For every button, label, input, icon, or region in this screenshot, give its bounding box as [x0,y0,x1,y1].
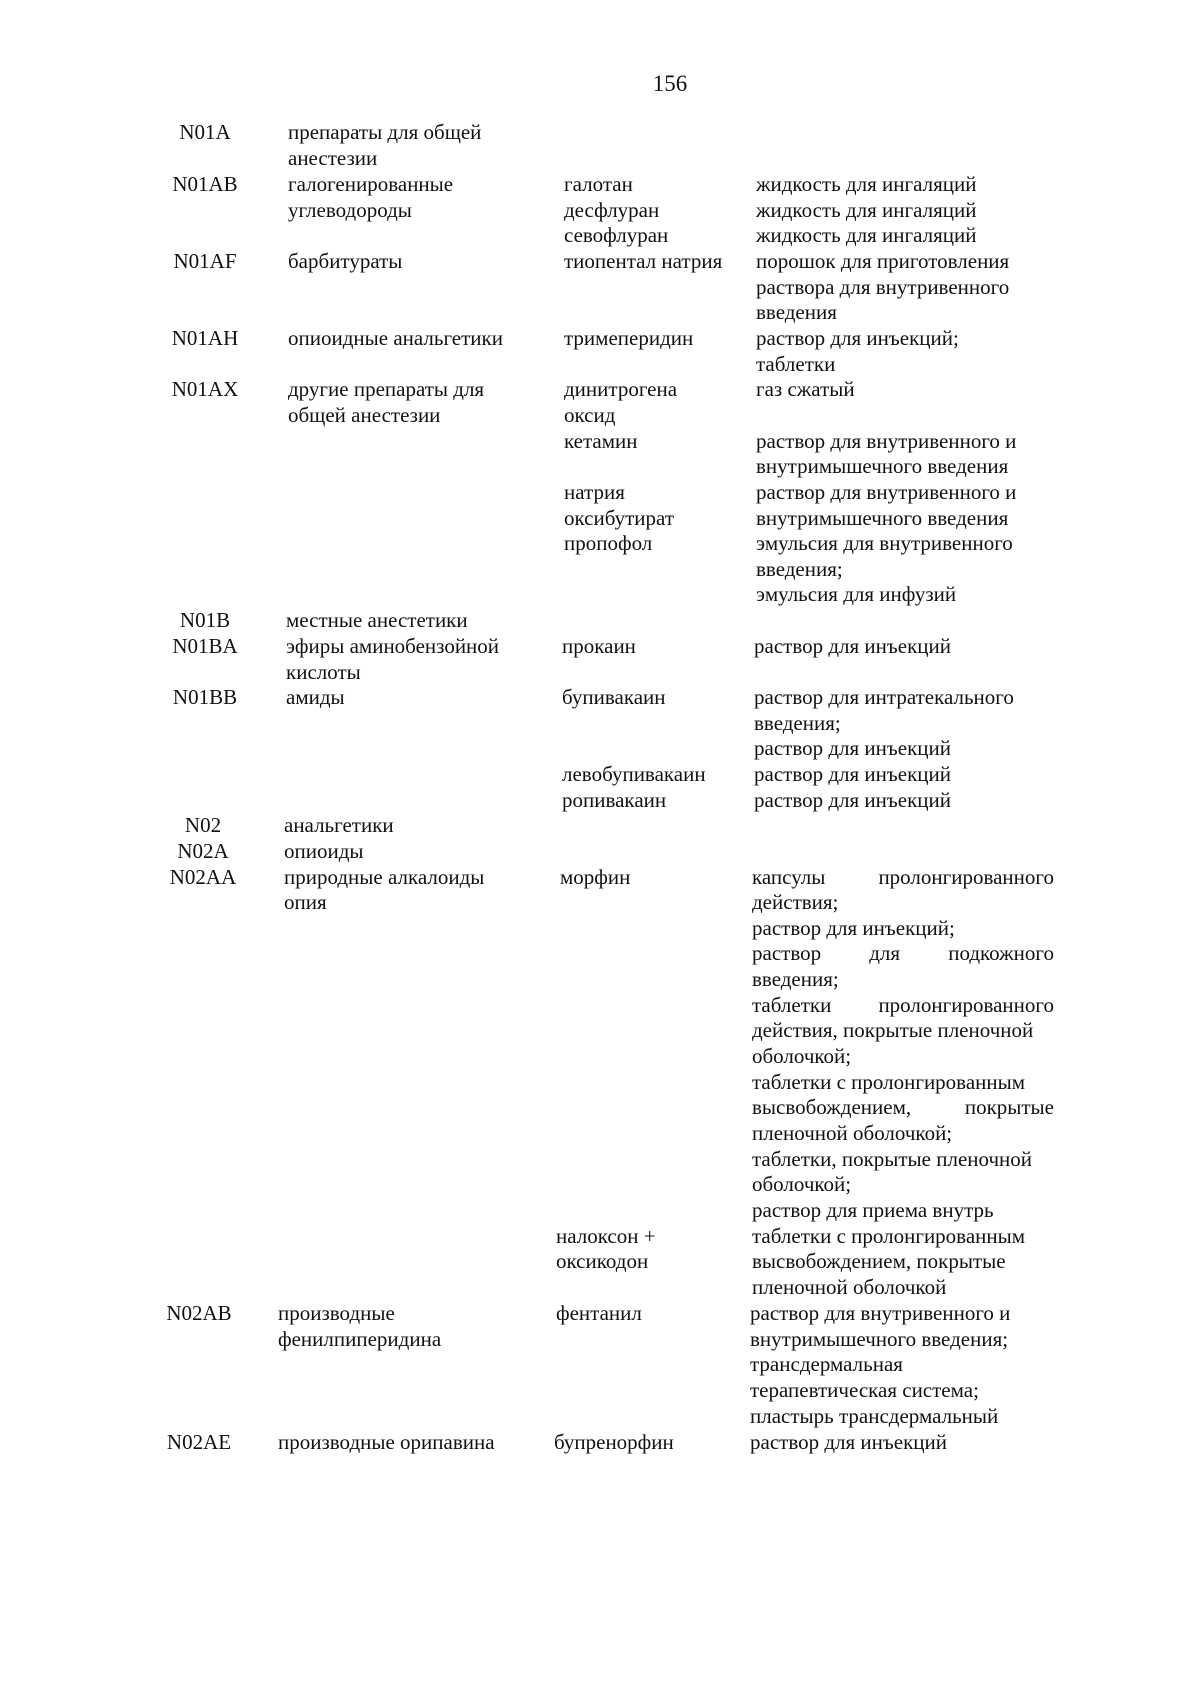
dosage-form: пластырь трансдермальный [750,1404,999,1428]
drug-name: левобупивакаин [562,762,706,786]
drug-name: галотан [564,172,633,196]
dosage-form: трансдермальная [750,1352,903,1376]
dosage-form: порошок для приготовления [756,249,1010,273]
dosage-form: внутримышечного введения [756,506,1009,530]
group-description: углеводороды [288,198,412,222]
dosage-form: раствор для внутривенного и [750,1301,1011,1325]
group-description: галогенированные [288,172,454,196]
dosage-form-word: для [869,941,901,965]
dosage-form-word: подкожного [948,941,1054,965]
dosage-form: раствор для приема внутрь [752,1198,994,1222]
drug-name: тиопентал натрия [564,249,723,273]
drug-name: налоксон + [556,1224,656,1248]
dosage-form: оболочкой; [752,1044,852,1068]
drug-name: морфин [560,865,631,889]
drug-name: прокаин [562,634,636,658]
drug-name: кетамин [564,429,638,453]
dosage-form: раствор для внутривенного и [756,480,1017,504]
dosage-form-word: высвобождением, [752,1095,912,1119]
drug-name: динитрогена [564,377,678,401]
group-description: природные алкалоиды [284,865,485,889]
dosage-form: введения; [756,557,843,581]
drug-name: севофлуран [564,223,669,247]
group-description: амиды [286,685,345,709]
drug-name: ропивакаин [562,788,667,812]
dosage-form: внутримышечного введения; [750,1327,1009,1351]
drug-name: натрия [564,480,625,504]
atc-code: N01A [179,120,231,144]
dosage-form: раствора для внутривенного [756,275,1010,299]
dosage-form: таблетки с пролонгированным [752,1224,1026,1248]
dosage-form: раствор для интратекального [754,685,1014,709]
dosage-form: жидкость для ингаляций [756,172,977,196]
group-description: общей анестезии [288,403,441,427]
dosage-form: терапевтическая система; [750,1378,979,1402]
drug-name: пропофол [564,531,653,555]
group-description: другие препараты для [288,377,485,401]
dosage-form: пленочной оболочкой [752,1275,947,1299]
group-description: анестезии [288,146,378,170]
dosage-form: раствор для инъекций; [756,326,959,350]
dosage-form-word: раствор [752,941,822,965]
dosage-form: жидкость для ингаляций [756,223,977,247]
dosage-form-word: покрытые [964,1095,1054,1119]
dosage-form: раствор для внутривенного и [756,429,1017,453]
dosage-form: эмульсия для инфузий [756,582,957,606]
dosage-form-word: пролонгированного [878,865,1054,889]
drug-name: фентанил [556,1301,642,1325]
dosage-form: действия, покрытые пленочной [752,1018,1034,1042]
dosage-form: раствор для инъекций [754,634,951,658]
dosage-form: таблетки, покрытые пленочной [752,1147,1033,1171]
atc-code: N01AF [173,249,237,273]
dosage-form: введения [756,300,837,324]
group-description: барбитураты [288,249,403,273]
dosage-form [752,863,1054,891]
dosage-form [752,991,1054,1019]
atc-code: N02A [177,839,229,863]
dosage-form: жидкость для ингаляций [756,198,977,222]
dosage-form: таблетки с пролонгированным [752,1070,1026,1094]
atc-code: N01B [179,608,231,632]
drug-name: тримеперидин [564,326,694,350]
dosage-form: действия; [752,890,839,914]
drug-name: десфлуран [564,198,660,222]
dosage-form: пленочной оболочкой; [752,1121,953,1145]
dosage-form: раствор для инъекций [754,788,951,812]
group-description: местные анестетики [286,608,468,632]
group-description: эфиры аминобензойной [286,634,500,658]
group-description: фенилпиперидина [278,1327,442,1351]
atc-code: N02 [184,813,222,837]
dosage-form: раствор для инъекций [754,762,951,786]
dosage-form-word: таблетки [752,993,832,1017]
dosage-form: раствор для инъекций; [752,916,955,940]
dosage-form [752,1093,1054,1121]
atc-code: N01AX [171,377,239,401]
group-description: опиоиды [284,839,364,863]
page-number: 156 [652,71,688,96]
atc-code: N02AA [169,865,237,889]
group-description: кислоты [286,660,361,684]
atc-code: N01BA [172,634,238,658]
atc-code: N01AH [171,326,239,350]
drug-name: бупренорфин [554,1430,674,1454]
dosage-form [752,939,1054,967]
dosage-form: газ сжатый [756,377,855,401]
group-description: препараты для общей [288,120,482,144]
atc-code: N02AE [166,1430,232,1454]
dosage-form: эмульсия для внутривенного [756,531,1013,555]
drug-name: оксибутират [564,506,674,530]
dosage-form: оболочкой; [752,1172,852,1196]
dosage-form: раствор для инъекций [754,736,951,760]
drug-name: оксикодон [556,1249,649,1273]
group-description: анальгетики [284,813,394,837]
dosage-form-word: капсулы [752,865,826,889]
atc-code: N01BB [172,685,238,709]
group-description: опия [284,890,327,914]
dosage-form: введения; [752,967,839,991]
atc-code: N01AB [172,172,238,196]
dosage-form: внутримышечного введения [756,454,1009,478]
group-description: производные [278,1301,395,1325]
dosage-form: высвобождением, покрытые [752,1249,1006,1273]
drug-name: оксид [564,403,616,427]
dosage-form: таблетки [756,352,836,376]
drug-name: бупивакаин [562,685,666,709]
atc-code: N02AB [166,1301,232,1325]
dosage-form-word: пролонгированного [878,993,1054,1017]
dosage-form: введения; [754,711,841,735]
group-description: производные орипавина [278,1430,495,1454]
group-description: опиоидные анальгетики [288,326,503,350]
dosage-form: раствор для инъекций [750,1430,947,1454]
